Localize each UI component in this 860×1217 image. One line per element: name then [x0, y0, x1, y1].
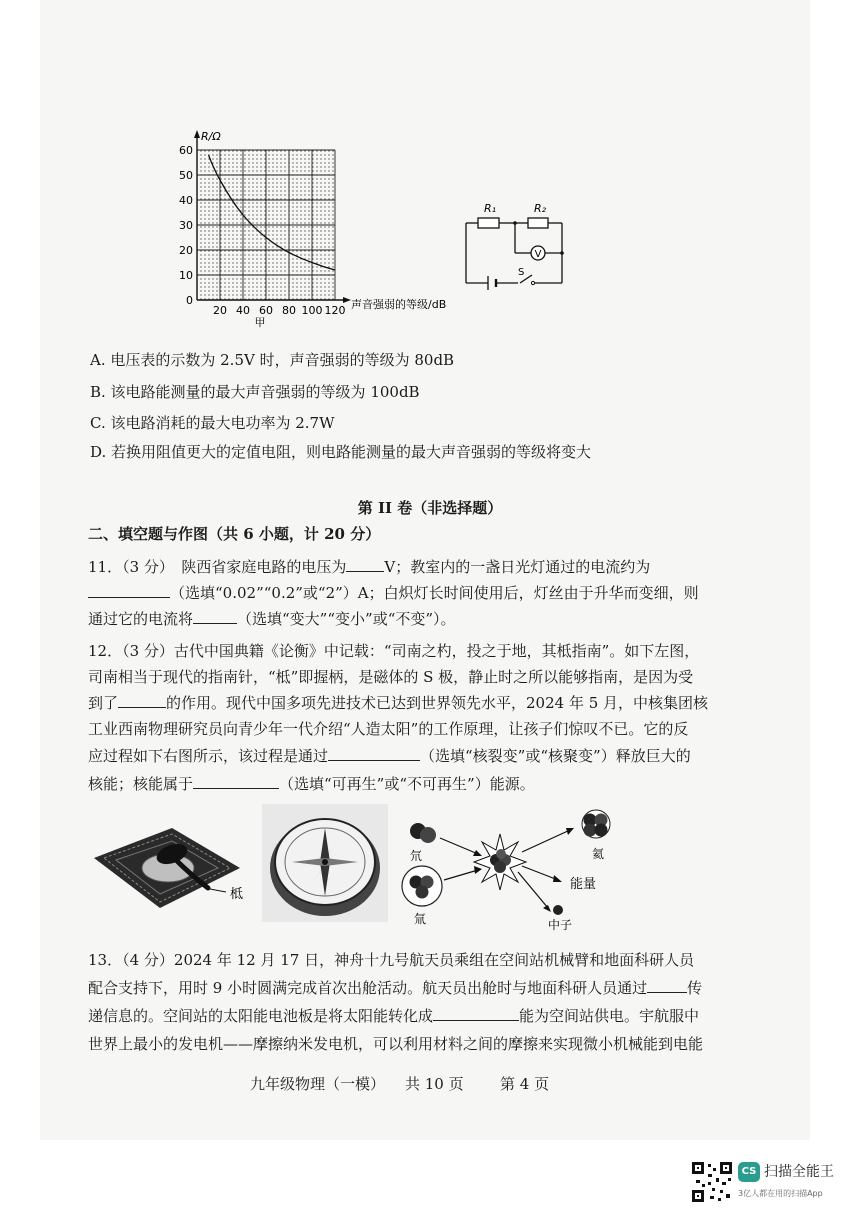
q12-line1: 12．（3 分）古代中国典籍《论衡》中记载：“司南之杓，投之于地，其柢指南”。如下左图， — [88, 642, 700, 660]
option-b: B. 该电路能测量的最大声音强弱的等级为 100dB — [90, 383, 420, 401]
q13-line2 — [88, 978, 702, 998]
sinan-handle-label: 柢 — [230, 887, 244, 902]
x-tick-label: 120 — [324, 304, 346, 317]
resistor-r1 — [478, 218, 499, 228]
q11-text: （选填“变大”“变小”或“不变”）。 — [237, 610, 456, 628]
q12-text: 的作用。现代中国多项先进技术已达到世界领先水平，2024 年 5 月，中核集团核 — [166, 694, 709, 712]
answer-blank — [647, 978, 687, 993]
x-axis-arrow — [343, 297, 351, 303]
tritium-nucleus — [402, 866, 442, 906]
q12-text: 应过程如下右图所示，该过程是通过 — [88, 747, 329, 765]
q12-line5 — [88, 746, 691, 766]
section-subtitle: 二、填空题与作图（共 6 小题，计 20 分） — [88, 525, 381, 543]
q12-line3 — [88, 693, 708, 713]
x-tick-label: 20 — [213, 304, 227, 317]
fusion-diagram — [398, 808, 638, 932]
q12-text: 核能；核能属于 — [88, 775, 194, 793]
y-tick-label: 60 — [179, 144, 193, 157]
y-axis-arrow — [194, 130, 200, 138]
q12-line2: 司南相当于现代的指南针，“柢”即握柄，是磁体的 S 极，静止时之所以能够指南，是因为受 — [88, 668, 694, 686]
q12-text: （选填“核裂变”或“核聚变”）释放巨大的 — [420, 747, 691, 765]
switch-contact — [531, 281, 534, 284]
answer-blank — [193, 609, 237, 624]
q12-line4: 工业西南物理研究员向青少年一代介绍“人造太阳”的工作原理，让孩子们惊叹不已。它的反 — [88, 720, 689, 738]
r2-label: R₂ — [534, 202, 547, 215]
answer-blank — [193, 774, 279, 789]
x-axis-label: 声音强弱的等级/dB — [351, 298, 447, 311]
answer-blank — [433, 1006, 519, 1021]
deuterium-label: 氘 — [410, 849, 423, 863]
q11-text: V；教室内的一盏日光灯通过的电流约为 — [384, 558, 651, 576]
answer-blank — [88, 583, 170, 598]
q13-line4: 世界上最小的发电机——摩擦纳米发电机，可以利用材料之间的摩擦来实现微小机械能到电能 — [88, 1035, 704, 1053]
neutron-label: 中子 — [548, 918, 573, 932]
q12-text: （选填“可再生”或“不可再生”）能源。 — [279, 775, 535, 793]
footer-page-number: 第 4 页 — [500, 1075, 550, 1093]
y-tick-label: 0 — [186, 294, 193, 307]
switch-label: S — [518, 267, 525, 278]
r1-label: R₁ — [484, 202, 497, 215]
q13-text: 传 — [687, 979, 703, 997]
energy-label: 能量 — [570, 877, 597, 892]
helium-nucleus — [582, 810, 610, 838]
graph-caption: 甲 — [254, 316, 266, 329]
q12-line6 — [88, 774, 535, 794]
tritium-label: 氚 — [414, 912, 427, 926]
q11-line3 — [88, 609, 456, 629]
camscanner-tagline: 3亿人都在用的扫描App — [738, 1189, 823, 1198]
y-tick-label: 50 — [179, 169, 193, 182]
footer-total-pages: 共 10 页 — [405, 1075, 464, 1093]
q13-text: 配合支持下，用时 9 小时圆满完成首次出舱活动。航天员出舱时与地面科研人员通过 — [88, 979, 648, 997]
q12-text: 到了 — [88, 694, 119, 712]
q11-text: 11．（3 分） 陕西省家庭电路的电压为 — [88, 558, 347, 576]
camscanner-name: 扫描全能王 — [764, 1164, 834, 1180]
sinan-figure — [90, 808, 260, 918]
answer-blank — [346, 557, 384, 572]
y-tick-label: 10 — [179, 269, 193, 282]
y-tick-label: 40 — [179, 194, 193, 207]
x-tick-label: 100 — [301, 304, 323, 317]
fusion-burst — [474, 834, 526, 890]
option-d: D. 若换用阻值更大的定值电阻，则电路能测量的最大声音强弱的等级将变大 — [90, 443, 592, 461]
option-c: C. 该电路消耗的最大电功率为 2.7W — [90, 414, 335, 432]
q13-text: 能为空间站供电。宇航服中 — [519, 1007, 700, 1025]
y-tick-label: 30 — [179, 219, 193, 232]
resistance-sound-graph — [175, 125, 460, 335]
answer-blank — [118, 693, 166, 708]
compass-figure — [262, 804, 388, 922]
x-tick-label: 80 — [282, 304, 296, 317]
q11-text: （选填“0.02”“0.2”或“2”）A；白炽灯长时间使用后，灯丝由于升华而变细，则 — [170, 584, 699, 602]
voltmeter-label: V — [534, 249, 542, 260]
section-title: 第 II 卷（非选择题） — [357, 499, 503, 517]
y-axis-label: R/Ω — [201, 130, 221, 143]
q13-line1: 13．（4 分）2024 年 12 月 17 日，神舟十九号航天员乘组在空间站机械臂和地面科研人员 — [88, 951, 695, 969]
option-a: A. 电压表的示数为 2.5V 时，声音强弱的等级为 80dB — [90, 351, 455, 369]
x-tick-labels — [213, 304, 346, 317]
node-dot — [560, 251, 564, 255]
neutron — [553, 905, 563, 915]
q13-line3 — [88, 1006, 699, 1026]
circuit-diagram — [458, 195, 578, 295]
q11-line1 — [88, 557, 650, 577]
footer-subject: 九年级物理（一模） — [250, 1075, 386, 1093]
deuterium-nucleus — [410, 823, 436, 843]
q11-text: 通过它的电流将 — [88, 610, 194, 628]
x-tick-label: 40 — [236, 304, 250, 317]
x-tick-label: 60 — [259, 304, 273, 317]
q11-line2 — [88, 583, 699, 603]
camscanner-logo-badge: CS — [738, 1162, 760, 1182]
y-tick-label: 20 — [179, 244, 193, 257]
node-dot — [513, 221, 517, 225]
helium-label: 氦 — [592, 847, 605, 861]
resistor-r2 — [528, 218, 548, 228]
y-tick-labels — [179, 144, 193, 307]
q13-text: 递信息的。空间站的太阳能电池板是将太阳能转化成 — [88, 1007, 434, 1025]
qr-code — [690, 1160, 734, 1204]
answer-blank — [328, 746, 420, 761]
